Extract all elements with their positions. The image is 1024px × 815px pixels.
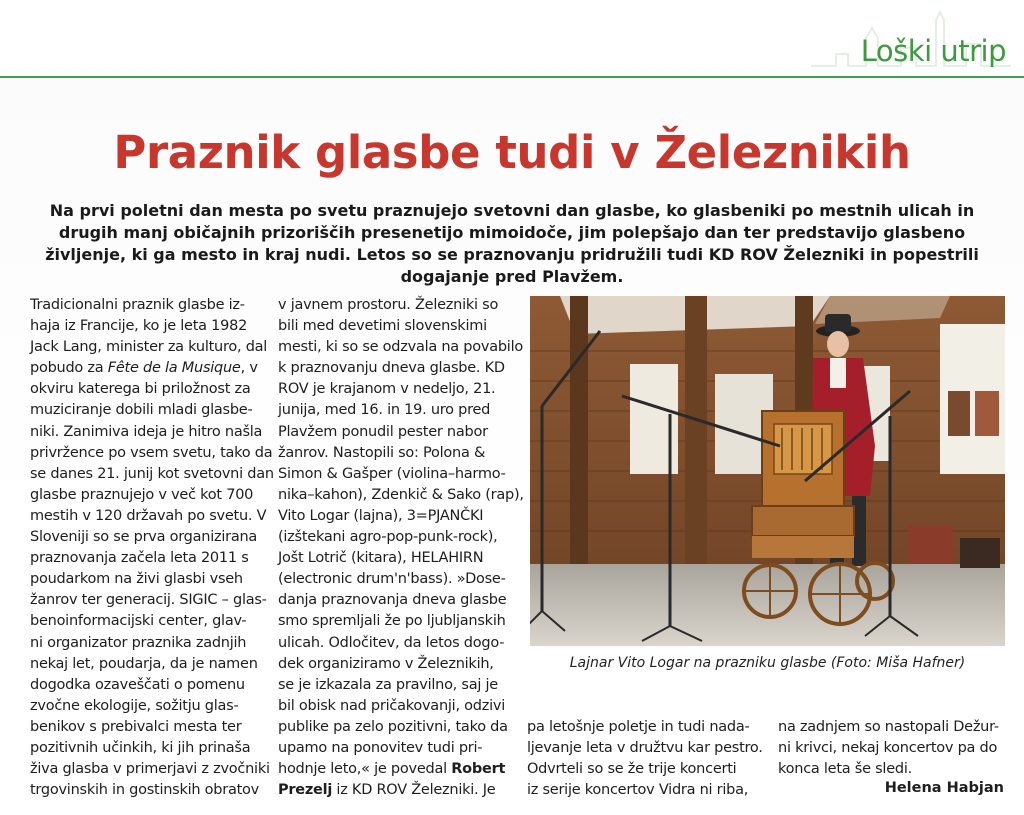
article-author: Helena Habjan [884, 780, 1004, 796]
text-line: žanrov. Nastopili so: Polona & [278, 444, 486, 461]
text-line: žanrov ter generacij. SIGIC – glas- [30, 592, 267, 609]
speaker-last-name: Prezelj [278, 782, 333, 799]
text-line: privržence po vsem svetu, tako da [30, 444, 273, 461]
text-line: bili med devetimi slovenskimi [278, 318, 487, 335]
text-line: nekaj let, poudarja, da je namen [30, 655, 258, 672]
text-line: mesti, ki so se odzvala na povabilo [278, 339, 523, 356]
text-line: se danes 21. junij kot svetovni dan [30, 465, 274, 482]
article-column-1 [30, 295, 274, 801]
text-line: Sloveniji so se prva organizirana [30, 529, 258, 546]
text-line: na zadnjem so nastopali Dežur- [778, 719, 999, 735]
text-fragment: hodnje leto,« je povedal [278, 761, 452, 778]
text-line: Vito Logar (lajna), 3=PJANČKI [278, 507, 484, 524]
text-line [278, 759, 510, 780]
text-line: (izštekani agro-pop-punk-rock), [278, 529, 498, 546]
text-line [30, 358, 262, 379]
text-line: danja praznovanja dneva glasbe [278, 592, 507, 609]
text-fragment: iz KD ROV Železniki. Je [332, 782, 496, 799]
article-column-3 [527, 717, 763, 801]
text-line: Jack Lang, minister za kulturo, dal [30, 339, 268, 356]
text-line: v javnem prostoru. Železniki so [278, 297, 499, 313]
photo-caption: Lajnar Vito Logar na prazniku glasbe (Foto: Miša Hafner) [569, 655, 966, 671]
header-divider [0, 76, 1024, 78]
masthead-title: Loški utrip [860, 34, 1006, 68]
text-line: poudarkom na živi glasbi vseh [30, 571, 243, 588]
speaker-first-name: Robert [451, 761, 506, 778]
text-fragment: , v [240, 360, 258, 377]
text-line: pa letošnje poletje in tudi nada- [527, 719, 750, 735]
text-line: iz serije koncertov Vidra ni riba, [527, 782, 749, 799]
text-line: praznovanja začela leta 2011 s [30, 550, 249, 567]
text-line: ulicah. Odločitev, da letos dogo- [278, 634, 505, 651]
text-line: se je izkazala za pravilno, saj je [278, 676, 498, 693]
text-line: haja iz Francije, ko je leta 1982 [30, 318, 248, 335]
text-line: (electronic drum'n'bass). »Dose- [278, 571, 506, 588]
text-line: Simon & Gašper (violina–harmo- [278, 465, 506, 482]
text-line: trgovinskih in gostinskih obratov [30, 782, 259, 799]
text-line: ROV je krajanom v nedeljo, 21. [278, 381, 496, 398]
text-line [278, 780, 510, 801]
text-line: nika–kahon), Zdenkič & Sako (rap), [278, 486, 524, 503]
text-line: smo spremljali že po ljubljanskih [278, 613, 506, 630]
text-line: dogodka ozaveščati o pomenu [30, 676, 245, 693]
text-line: publike pa zelo pozitivni, tako da [278, 718, 508, 735]
text-line: mestih v 120 državah po svetu. V [30, 507, 267, 524]
text-line: živa glasba v primerjavi z zvočniki [30, 761, 270, 778]
text-line: konca leta še sledi. [778, 761, 912, 778]
text-line: ni organizator praznika zadnjih [30, 634, 247, 651]
text-line: Jošt Lotrič (kitara), HELAHIRN [278, 550, 484, 567]
text-line: Odvrteli so se že trije koncerti [527, 761, 737, 778]
text-line: k praznovanju dneva glasbe. KD [278, 360, 505, 377]
article-lead: Na prvi poletni dan mesta po svetu praznujejo svetovni dan glasbe, ko glasbeniki po mestnih ulicah in drugih manj običajnih prizoriščih presenetijo mimoidoče, jim polepšajo dan ter predstavijo glasbeno življenje, ki ga mesto in kraj nudi. Letos so se praznovanju pridružili tudi KD ROV Železniki in popestrili dogajanje pred Plavžem. [45, 201, 979, 286]
text-line: upamo na ponovitev tudi pri- [278, 739, 483, 756]
text-line: muziciranje dobili mladi glasbe- [30, 402, 253, 419]
text-line: Tradicionalni praznik glasbe iz- [30, 297, 245, 313]
text-line: Plavžem ponudil pester nabor [278, 423, 488, 440]
text-line: junija, med 16. in 19. uro pred [278, 402, 491, 419]
article-headline: Praznik glasbe tudi v Železnikih [113, 126, 911, 179]
text-line: ljevanje leta v družtvu kar pestro. [527, 740, 763, 757]
text-line: bil obisk nad pričakovanji, odzivi [278, 697, 505, 714]
text-line: zvočne ekologije, sožitju glas- [30, 697, 239, 714]
text-fragment: pobudo za [30, 360, 108, 377]
text-line: benoinformacijski center, glav- [30, 613, 247, 630]
article-photo [530, 296, 1005, 646]
text-line: okviru katerega bi priložnost za [30, 381, 251, 398]
article-column-2 [278, 295, 524, 801]
event-name-italic: Fête de la Musique [107, 360, 241, 377]
text-line: dek organiziramo v Železnikih, [278, 655, 494, 672]
article-column-4 [778, 717, 1010, 780]
text-line: niki. Zanimiva ideja je hitro našla [30, 423, 263, 440]
text-line: glasbe praznujejo v več kot 700 [30, 486, 254, 503]
text-line: pozitivnih učinkih, ki jih prinaša [30, 739, 251, 756]
text-line: ni krivci, nekaj koncertov pa do [778, 740, 998, 757]
text-line: benikov s prebivalci mesta ter [30, 718, 242, 735]
